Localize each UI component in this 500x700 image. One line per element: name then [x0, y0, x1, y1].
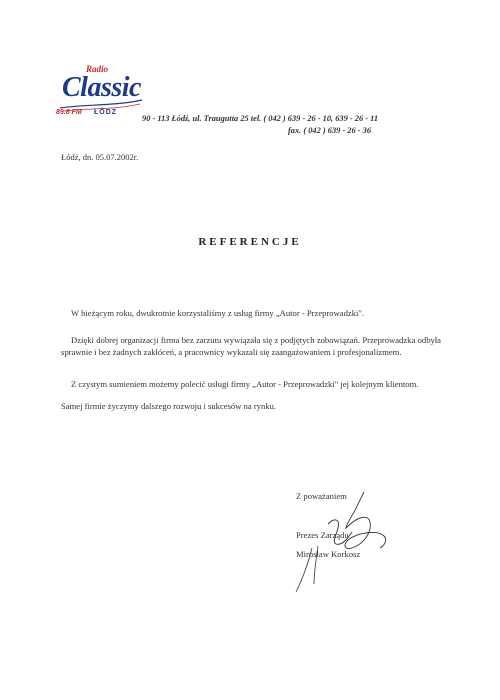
paragraph-3: Z czystym sumieniem możemy polecić usługi firmy „Autor - Przeprowadzki" jej kolejnym klientom. — [71, 379, 419, 389]
logo-frequency: 89.6 FM — [56, 109, 82, 116]
letter-date: Łódź, dn. 05.07.2002r. — [61, 152, 139, 162]
paragraph-1: W bieżącym roku, dwukrotnie korzystaliśmy z usług firmy „Autor - Przeprowadzki". — [71, 308, 365, 318]
paragraph-4: Samej firmie życzymy dalszego rozwoju i sukcesów na rynku. — [61, 401, 277, 411]
signer-name: Mirosław Korkosz — [296, 549, 361, 559]
signer-role: Prezes Zarządu — [296, 530, 349, 540]
handwritten-signature — [288, 488, 398, 598]
letterhead-fax: fax. ( 042 ) 639 - 26 - 36 — [288, 126, 372, 135]
paragraph-2: Dzięki dobrej organizacji firma bez zarzutu wywiązała się z podjętych zobowiązań. Przeprowadzka odbyła sprawnie i bez żadnych zakłóceń, a pracownicy wykazali się zaangażowaniem i profesjonalizmem. — [61, 335, 441, 357]
logo-radio-text: Radio — [86, 64, 109, 74]
logo-classic-text: Classic — [62, 72, 141, 103]
radio-classic-logo — [56, 64, 146, 124]
letterhead-address: 90 - 113 Łódź, ul. Traugutta 25 tel. ( 042 ) 639 - 26 - 10, 639 - 26 - 11 — [142, 114, 379, 123]
closing-phrase: Z poważaniem — [296, 491, 347, 501]
document-title: REFERENCJE — [198, 236, 302, 248]
logo-city: ŁÓDZ — [94, 109, 118, 116]
